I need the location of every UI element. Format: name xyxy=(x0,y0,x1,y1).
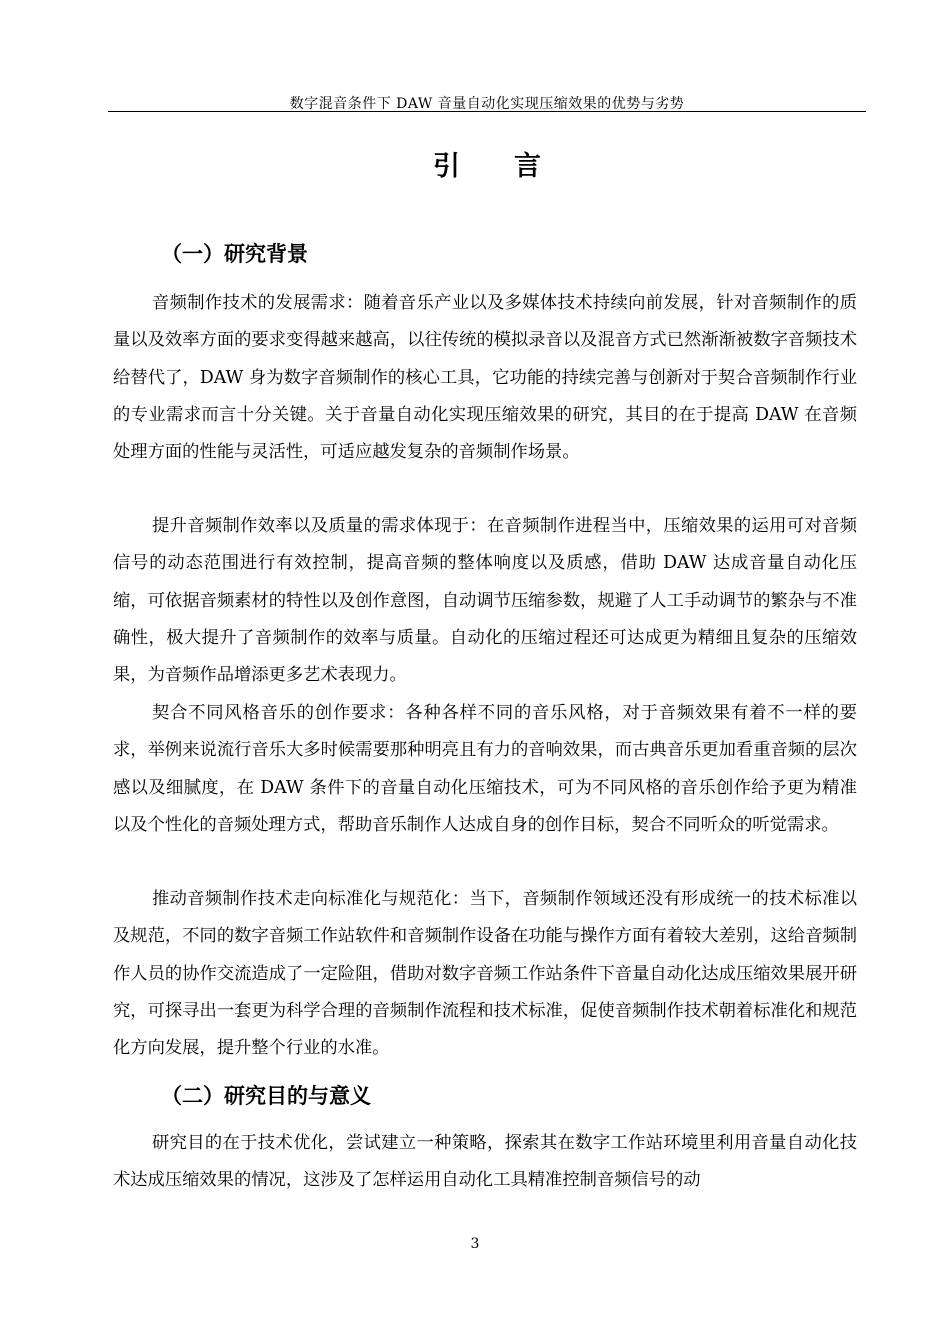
section-heading-purpose: （二）研究目的与意义 xyxy=(161,1084,371,1108)
paragraph-background-4: 推动音频制作技术走向标准化与规范化：当下，音频制作领域还没有形成统一的技术标准以及规范，不同的数字音频工作站软件和音频制作设备在功能与操作方面有着较大差别，这给音频制作人员的协作交流造成了一定险阻，借助对数字音频工作站条件下音量自动化达成压缩效果展开研究，可探寻出一套更为科学合理的音频制作流程和技术标准，促使音频制作技术朝着标准化和规范化方向发展，提升整个行业的水准。 xyxy=(113,889,857,1059)
header-rule xyxy=(108,111,866,112)
paragraph-background-2: 提升音频制作效率以及质量的需求体现于：在音频制作进程当中，压缩效果的运用可对音频信号的动态范围进行有效控制，提高音频的整体响度以及质感，借助 DAW 达成音量自动化压缩，可依据音频素材的特性以及创作意图，自动调节压缩参数，规避了人工手动调节的繁杂与不准确性，极大提升了音频制作的效率与质量。自动化的压缩过程还可达成更为精细且复杂的压缩效果，为音频作品增添更多艺术表现力。 xyxy=(113,516,857,686)
section-heading-background: （一）研究背景 xyxy=(161,242,308,266)
paragraph-background-3: 契合不同风格音乐的创作要求：各种各样不同的音乐风格，对于音频效果有着不一样的要求，举例来说流行音乐大多时候需要那种明亮且有力的音响效果，而古典音乐更加看重音频的层次感以及细腻度，在 DAW 条件下的音量自动化压缩技术，可为不同风格的音乐创作给予更为精准以及个性化的音频处理方式，帮助音乐制作人达成自身的创作目标，契合不同听众的听觉需求。 xyxy=(113,703,857,835)
paragraph-purpose-1: 研究目的在于技术优化，尝试建立一种策略，探索其在数字工作站环境里利用音量自动化技术达成压缩效果的情况，这涉及了怎样运用自动化工具精准控制音频信号的动 xyxy=(113,1133,857,1191)
paragraph-background-1: 音频制作技术的发展需求：随着音乐产业以及多媒体技术持续向前发展，针对音频制作的质量以及效率方面的要求变得越来越高，以往传统的模拟录音以及混音方式已然渐渐被数字音频技术给替代了，DAW 身为数字音频制作的核心工具，它功能的持续完善与创新对于契合音频制作行业的专业需求而言十分关键。关于音量自动化实现压缩效果的研究，其目的在于提高 DAW 在音频处理方面的性能与灵活性，可适应越发复杂的音频制作场景。 xyxy=(113,293,857,463)
chapter-title: 引言 xyxy=(433,151,595,182)
running-header: 数字混音条件下 DAW 音量自动化实现压缩效果的优势与劣势 xyxy=(289,96,685,112)
page-number: 3 xyxy=(470,1236,480,1252)
